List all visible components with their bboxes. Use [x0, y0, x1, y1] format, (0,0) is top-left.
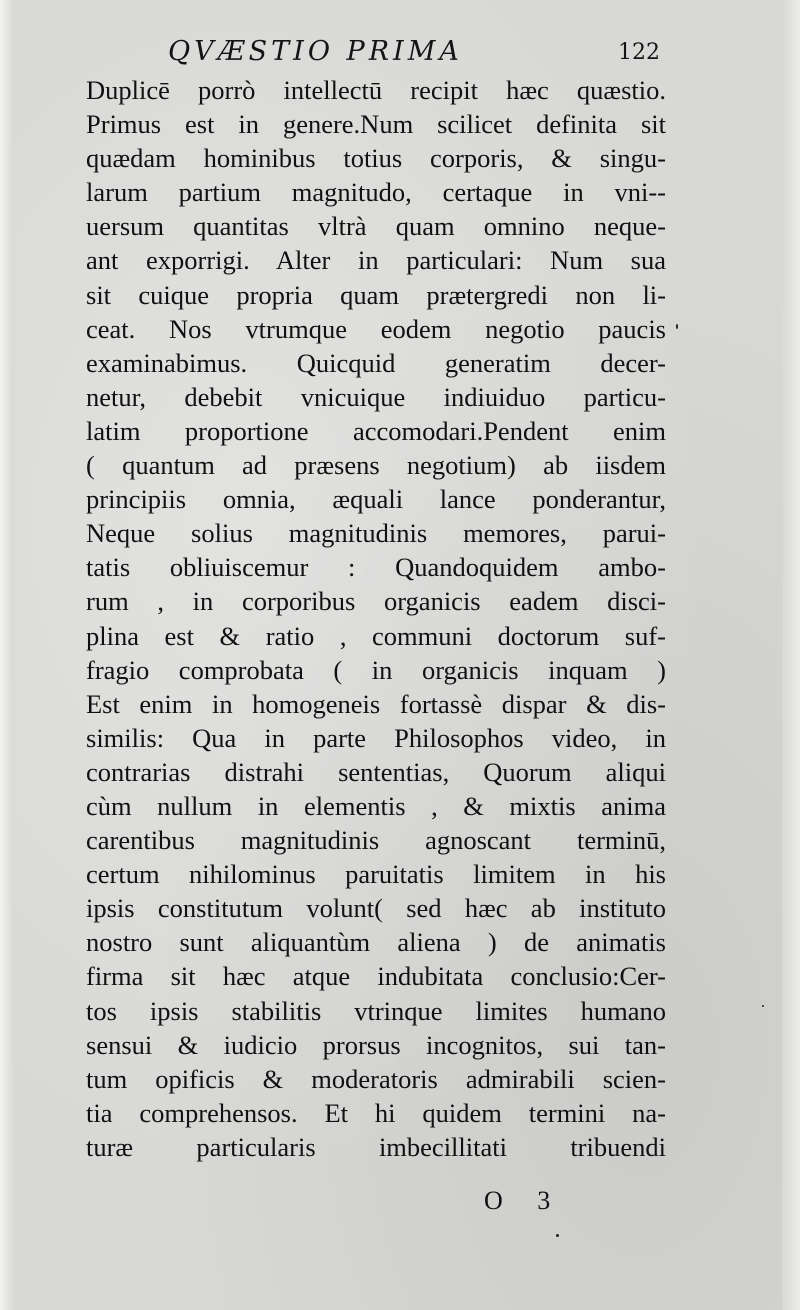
text-line: tatis obliuiscemur : Quandoquidem ambo- — [86, 552, 666, 583]
text-line: tia comprehensos. Et hi quidem termini na- — [86, 1097, 666, 1128]
text-line: certum nihilominus paruitatis limitem in his — [86, 859, 666, 890]
page-left-edge — [0, 0, 14, 1310]
text-line: tum opificis & moderatoris admirabili scien- — [86, 1063, 666, 1094]
text-line: Duplicē porrò intellectū recipit hæc quæstio. — [86, 75, 666, 105]
text-line: firma sit hæc atque indubitata conclusio:Cer- — [86, 961, 666, 992]
text-line: cùm nullum in elementis , & mixtis anima — [86, 790, 666, 821]
ink-speck — [556, 1234, 559, 1237]
text-line: fragio comprobata ( in organicis inquam ) — [86, 654, 666, 685]
text-line: turæ particularis imbecillitati tribuendi — [86, 1131, 666, 1162]
text-line: Neque solius magnitudinis memores, parui- — [86, 518, 666, 549]
text-line: uersum quantitas vltrà quam omnino neque- — [86, 211, 666, 242]
text-line: carentibus magnitudinis agnoscant terminū, — [86, 825, 666, 856]
text-line: principiis omnia, æquali lance ponderantur, — [86, 484, 666, 515]
running-title: QVÆSTIO PRIMA — [168, 36, 463, 67]
text-line: Est enim in homogeneis fortassè dispar & dis- — [86, 688, 666, 719]
text-line: larum partium magnitudo, certaque in vni-- — [86, 177, 666, 208]
page-right-edge — [782, 0, 800, 1310]
text-line: Primus est in genere.Num scilicet definita sit — [86, 109, 666, 140]
page-number: 122 — [618, 40, 660, 65]
ink-speck — [762, 1005, 764, 1007]
text-line: ceat. Nos vtrumque eodem negotio paucis — [86, 313, 666, 344]
body-text — [86, 73, 666, 1164]
text-line: netur, debebit vnicuique indiuiduo particu- — [86, 381, 666, 412]
text-line: tos ipsis stabilitis vtrinque limites humano — [86, 995, 666, 1026]
ink-speck — [676, 324, 678, 329]
text-line: latim proportione accomodari.Pendent enim — [86, 415, 666, 446]
text-line: quædam hominibus totius corporis, & singu- — [86, 143, 666, 174]
text-line: sit cuique propria quam prætergredi non li- — [86, 279, 666, 310]
text-line: rum , in corporibus organicis eadem disci- — [86, 586, 666, 617]
running-head — [168, 36, 668, 76]
text-line: contrarias distrahi sententias, Quorum aliqui — [86, 756, 666, 787]
text-line: similis: Qua in parte Philosophos video, in — [86, 722, 666, 753]
text-line: ipsis constitutum volunt( sed hæc ab instituto — [86, 893, 666, 924]
text-line: nostro sunt aliquantùm aliena ) de animatis — [86, 927, 666, 958]
text-line: plina est & ratio , communi doctorum suf- — [86, 620, 666, 651]
text-line: sensui & iudicio prorsus incognitos, sui tan- — [86, 1029, 666, 1060]
text-line: ant exporrigi. Alter in particulari: Num sua — [86, 245, 666, 276]
text-line: ( quantum ad præsens negotium) ab iisdem — [86, 450, 666, 481]
text-line: examinabimus. Quicquid generatim decer- — [86, 347, 666, 378]
signature-mark: O 3 — [484, 1186, 565, 1215]
